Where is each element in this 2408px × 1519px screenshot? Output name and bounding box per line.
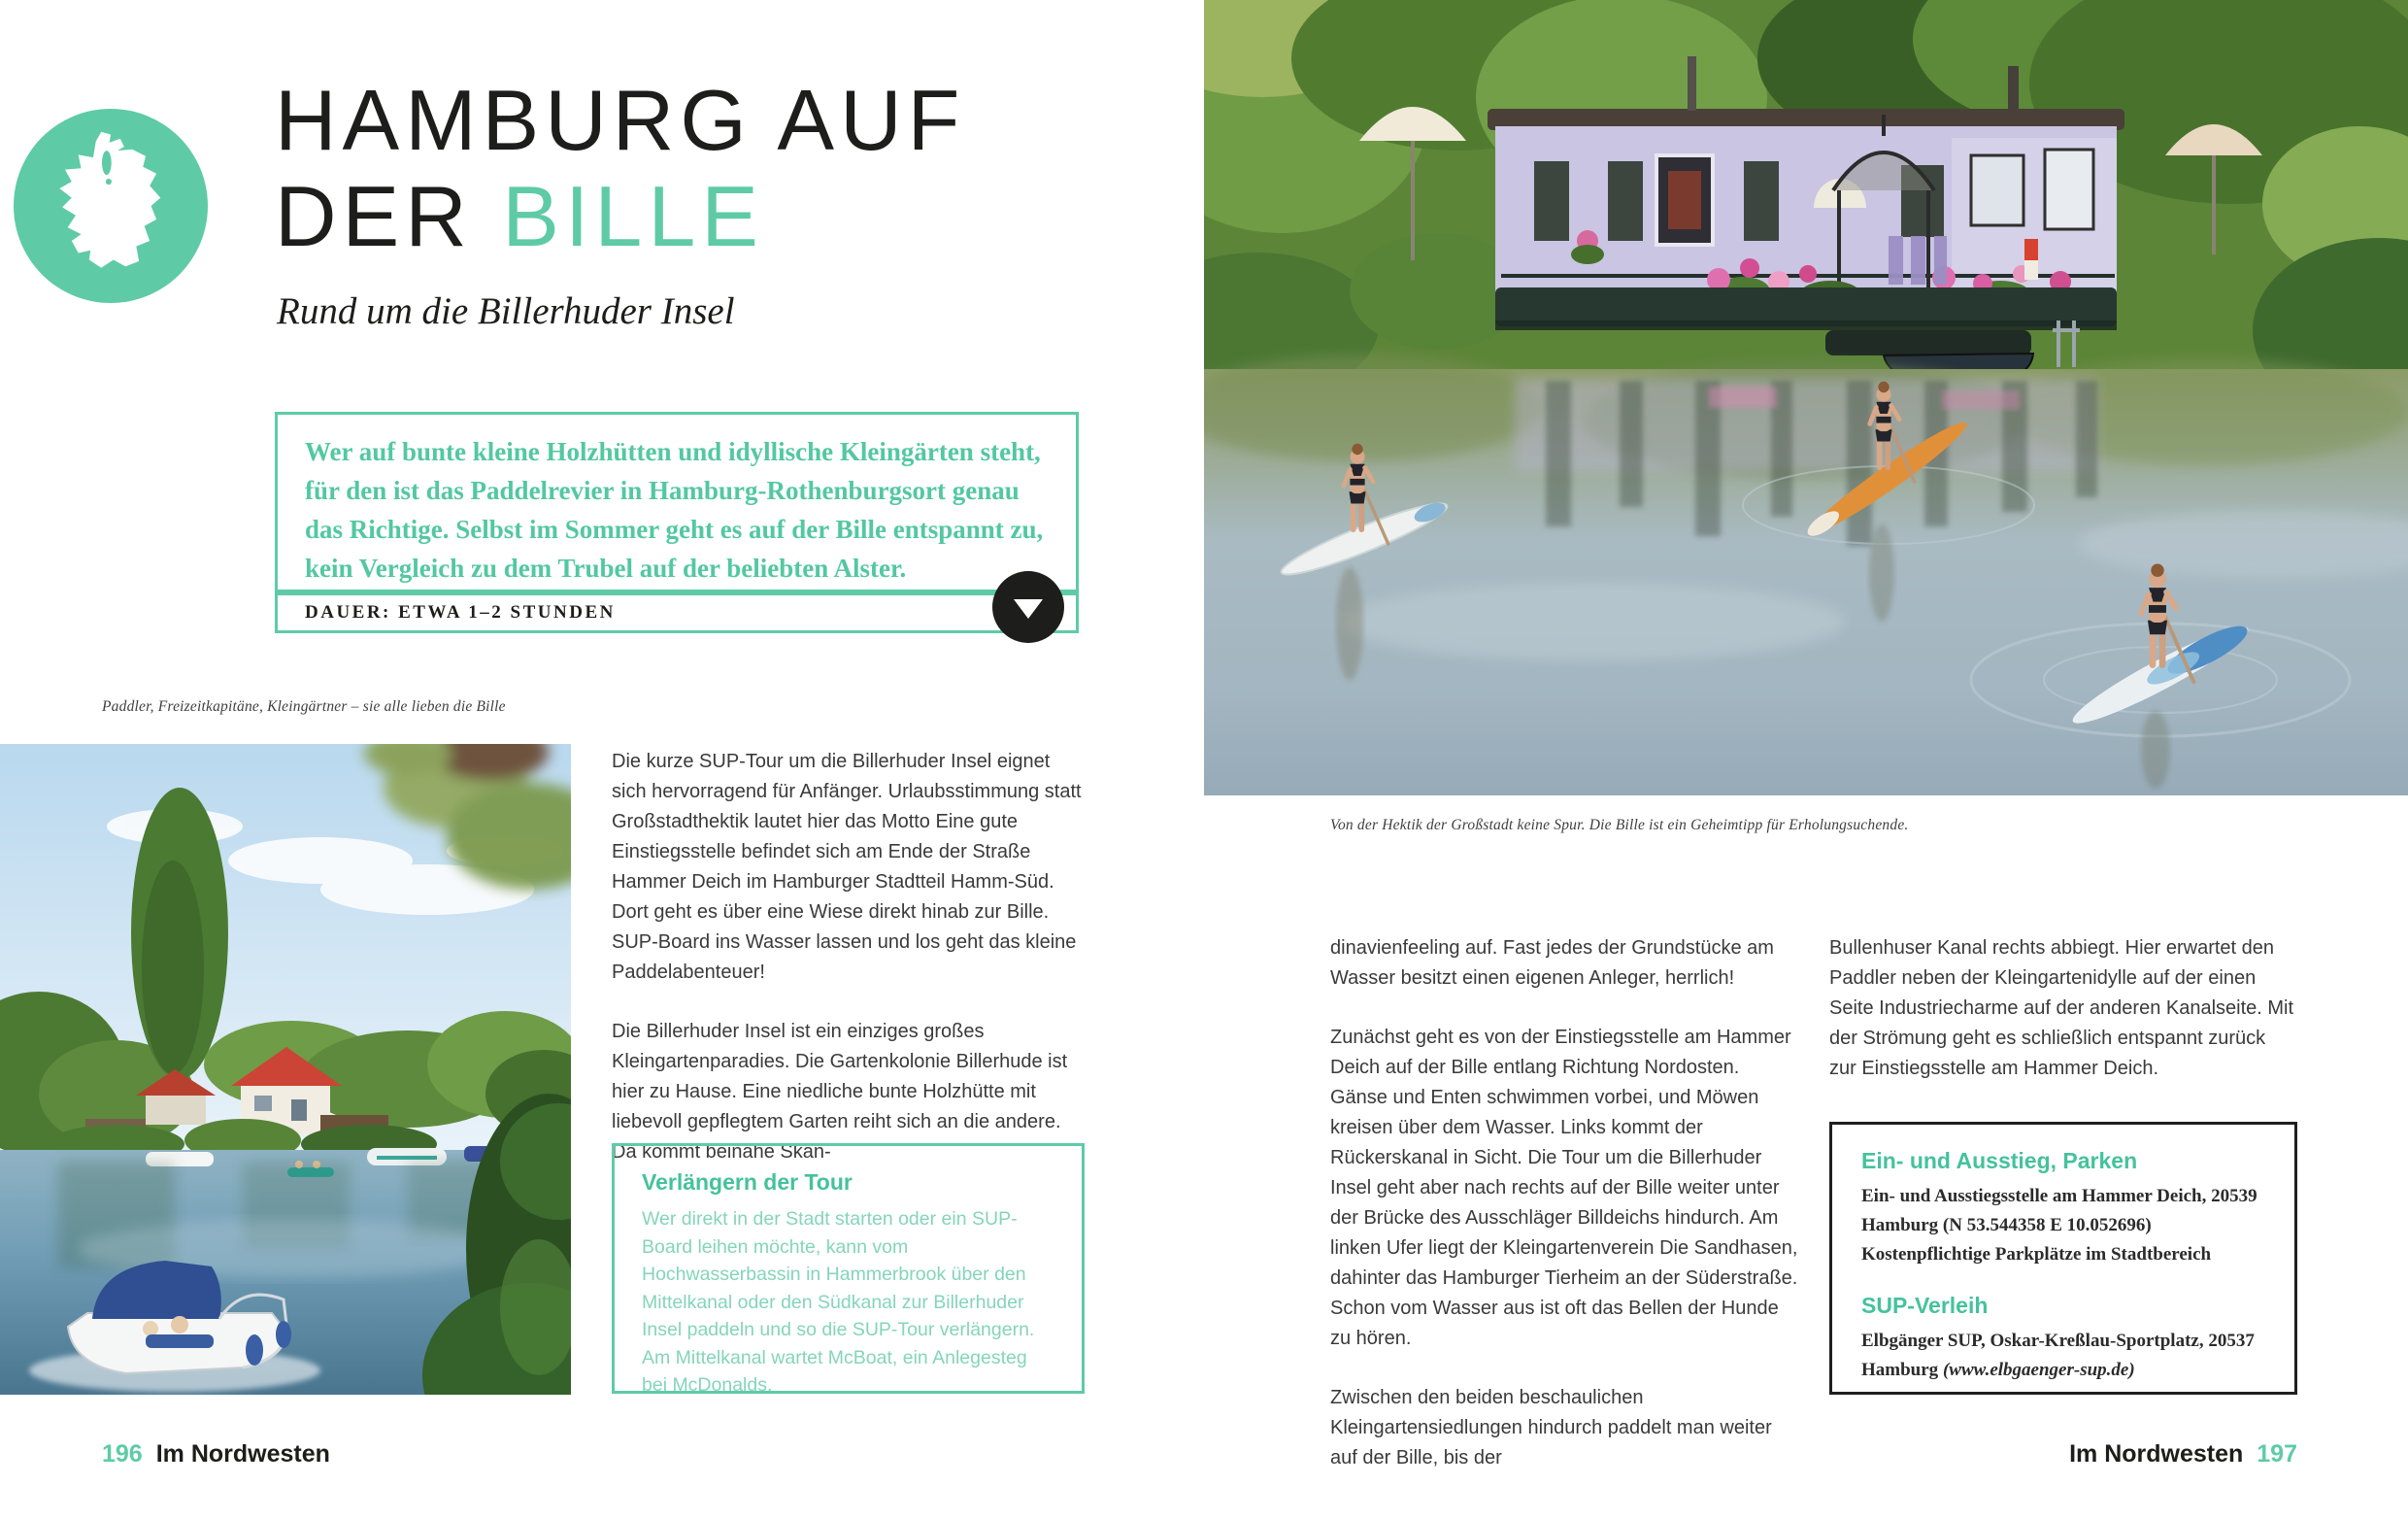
info-rental-url: (www.elbgaenger-sup.de) (1942, 1360, 2135, 1380)
arrow-down-icon (992, 571, 1064, 643)
paragraph: Bullenhuser Kanal rechts abbiegt. Hier erwartet den Paddler neben der Kleingartenidylle auf der einen Seite Industriecharme auf der anderen Kanalseite. Mit der Strömung geht es schließlich entspannt zurück zur Einstiegsstelle am Hammer Deich. (1829, 937, 2294, 1079)
duration-label: DAUER: ETWA 1–2 STUNDEN (305, 602, 616, 623)
body-column-right-2 (1829, 933, 2297, 1113)
body-column-right-1 (1330, 933, 1798, 1502)
paragraph: Zwischen den beiden beschaulichen Kleingartensiedlungen hindurch paddelt man weiter auf der Bille, bis der (1330, 1387, 1772, 1468)
info-box (1829, 1122, 2297, 1395)
section-label-left: Im Nordwesten (155, 1440, 330, 1468)
sup-board-marker-icon (102, 151, 112, 175)
info-heading-rental: SUP-Verleih (1861, 1293, 1989, 1318)
intro-text: Wer auf bunte kleine Holzhütten und idyllische Kleingärten steht, für den ist das Paddelrevier in Hamburg-Rothenburgsort genau das Richtige. Selbst im Sommer geht es auf der Bille entspannt zu, kein Vergleich zu dem Trubel auf der beliebten Alster. (305, 437, 1044, 583)
sup-paddlers-photo (1204, 0, 2408, 795)
duration-bar (275, 592, 1079, 633)
title-line-2 (275, 168, 965, 264)
title-line-2-accent: BILLE (502, 168, 764, 264)
title-line-2-black: DER (275, 168, 503, 264)
paragraph: Zunächst geht es von der Einstiegsstelle am Hammer Deich auf der Bille entlang Richtung Nordosten. Gänse und Enten schwimmen vorbei, und Möwen kreisen über dem Wasser. Links kommt der Rückerskanal in Sicht. Die Tour um die Billerhuder Insel geht aber nach rechts auf der Bille weiter unter der Brücke des Ausschläger Billdeichs hindurch. Am linken Ufer liegt der Kleingartenverein Die Sandhasen, dahinter das Hamburger Tierheim an der Süderstraße. Schon vom Wasser aus ist oft das Bellen der Hunde zu hören. (1330, 1027, 1798, 1349)
deck-letters (1889, 236, 1947, 285)
info-rental-text: Elbgänger SUP, Oskar-Kreßlau-Sportplatz, 20537 Hamburg (1861, 1331, 2255, 1380)
germany-map-icon (42, 129, 180, 283)
paragraph: dinavienfeeling auf. Fast jedes der Grundstücke am Wasser besitzt einen eigenen Anleger, herrlich! (1330, 937, 1774, 989)
river-gardens-photo (0, 744, 571, 1395)
extend-tour-title: Verlängern der Tour (642, 1169, 853, 1195)
paragraph: Die Billerhuder Insel ist ein einziges großes Kleingartenparadies. Die Gartenkolonie Billerhude ist hier zu Hause. Eine niedliche bunte Holzhütte mit liebevoll gepflegtem Garten reiht sich an die andere. Da kommt beinahe Skan- (612, 1021, 1068, 1163)
river-gardens-illustration (0, 744, 571, 1395)
section-label-right: Im Nordwesten (2069, 1440, 2244, 1468)
photo-caption-right: Von der Hektik der Großstadt keine Spur. Die Bille ist ein Geheimtipp für Erholungsuchende. (1330, 817, 1909, 833)
info-access-line-2: Kostenpflichtige Parkplätze im Stadtbereich (1861, 1244, 2212, 1265)
info-heading-access: Ein- und Ausstieg, Parken (1861, 1148, 2138, 1173)
page-title (275, 72, 965, 264)
page-number-right: 197 (2257, 1440, 2297, 1468)
footer-left (102, 1440, 330, 1468)
footer-right (2069, 1440, 2297, 1468)
page-number-left: 196 (102, 1440, 143, 1468)
arrow-down-triangle (1014, 599, 1043, 619)
water-reflections (58, 1162, 524, 1278)
region-badge (14, 109, 208, 303)
intro-box (275, 412, 1079, 592)
extend-tour-box (612, 1143, 1085, 1394)
info-access-line-1: Ein- und Ausstiegsstelle am Hammer Deich, 20539 Hamburg (N 53.544358 E 10.052696) (1861, 1186, 2258, 1235)
sup-paddlers-illustration (1204, 0, 2408, 795)
page-subtitle: Rund um die Billerhuder Insel (277, 290, 735, 332)
info-rental-line (1861, 1327, 2265, 1385)
extend-tour-text: Wer direkt in der Stadt starten oder ein SUP-Board leihen möchte, kann vom Hochwasserbassin in Hammerbrook über den Mittelkanal oder den Südkanal zur Billerhuder Insel paddeln und so die SUP-Tour verlängern. Am Mittelkanal wartet McBoat, ein Anlegesteg bei McDonalds. (642, 1208, 1035, 1396)
body-column-left (612, 747, 1089, 1197)
photo-caption-left: Paddler, Freizeitkapitäne, Kleingärtner – sie alle lieben die Bille (102, 698, 506, 715)
paragraph: Die kurze SUP-Tour um die Billerhuder Insel eignet sich hervorragend für Anfänger. Urlaubsstimmung statt Großstadthektik lautet hier das Motto Eine gute Einstiegsstelle befindet sich am Ende der Straße Hammer Deich im Hamburger Stadtteil Hamm-Süd. Dort geht es über eine Wiese direkt hinab zur Bille. SUP-Board ins Wasser lassen und los geht das kleine Paddelabenteuer! (612, 751, 1082, 983)
title-line-1: HAMBURG AUF (275, 72, 966, 168)
